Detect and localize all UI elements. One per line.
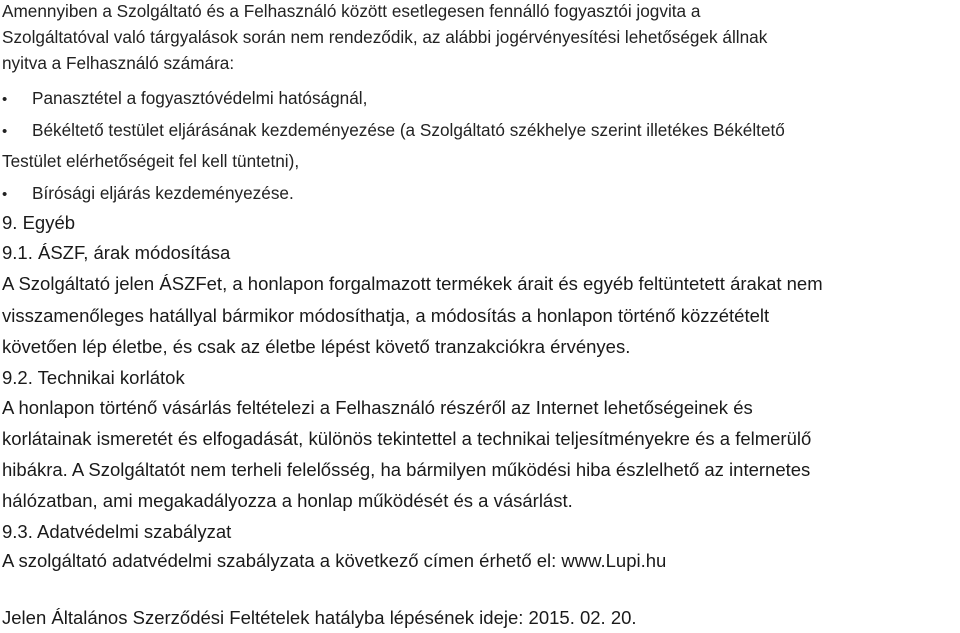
bullet-dot: • [2, 123, 8, 140]
intro-line-3: nyitva a Felhasználó számára: [2, 53, 235, 73]
section-9-2-heading: 9.2. Technikai korlátok [2, 367, 185, 388]
section-9-2-line-4: hálózatban, ami megakadályozza a honlap működését és a vásárlást. [2, 490, 573, 511]
section-9-1-line-3: követően lép életbe, és csak az életbe lépést követő tranzakciókra érvényes. [2, 336, 631, 357]
section-9-2-line-2: korlátainak ismeretét és elfogadását, különös tekintettel a technikai teljesítményekre és a felmerülő [2, 428, 812, 449]
bullet-text: Békéltető testület eljárásának kezdeményezése (a Szolgáltató székhelye szerint illetékes Békéltető [32, 120, 785, 140]
section-9-3-heading: 9.3. Adatvédelmi szabályzat [2, 521, 232, 542]
bullet-dot: • [2, 186, 8, 203]
section-9-2-line-1: A honlapon történő vásárlás feltételezi a Felhasználó részéről az Internet lehetőségeinek és [2, 397, 753, 418]
section-9-1-heading: 9.1. ÁSZF, árak módosítása [2, 242, 231, 263]
intro-line-2: Szolgáltatóval való tárgyalások során nem rendeződik, az alábbi jogérvényesítési lehetőségek állnak [2, 27, 768, 47]
bullet-item-2 [2, 117, 785, 145]
bullet-item-3 [2, 180, 294, 208]
bullet-item-2-continuation: Testület elérhetőségeit fel kell tüntetni), [2, 151, 300, 171]
section-9-2-line-3: hibákra. A Szolgáltatót nem terheli felelősség, ha bármilyen működési hiba észlelhető az internetes [2, 459, 811, 480]
section-9-heading: 9. Egyéb [2, 212, 76, 233]
section-9-1-line-2: visszamenőleges hatállyal bármikor módosíthatja, a módosítás a honlapon történő közzétételt [2, 305, 770, 326]
bullet-text: Bírósági eljárás kezdeményezése. [32, 183, 294, 203]
section-9-3-line-1: A szolgáltató adatvédelmi szabályzata a következő címen érhető el: www.Lupi.hu [2, 550, 667, 571]
bullet-item-1 [2, 85, 367, 113]
intro-line-1: Amennyiben a Szolgáltató és a Felhasználó között esetlegesen fennálló fogyasztói jogvita a [2, 1, 701, 21]
section-9-1-line-1: A Szolgáltató jelen ÁSZFet, a honlapon forgalmazott termékek árait és egyéb feltüntetett árakat nem [2, 273, 823, 294]
bullet-dot: • [2, 91, 8, 108]
effective-date-line: Jelen Általános Szerződési Feltételek hatályba lépésének ideje: 2015. 02. 20. [2, 607, 637, 628]
bullet-text: Panasztétel a fogyasztóvédelmi hatóságnál, [32, 88, 368, 108]
